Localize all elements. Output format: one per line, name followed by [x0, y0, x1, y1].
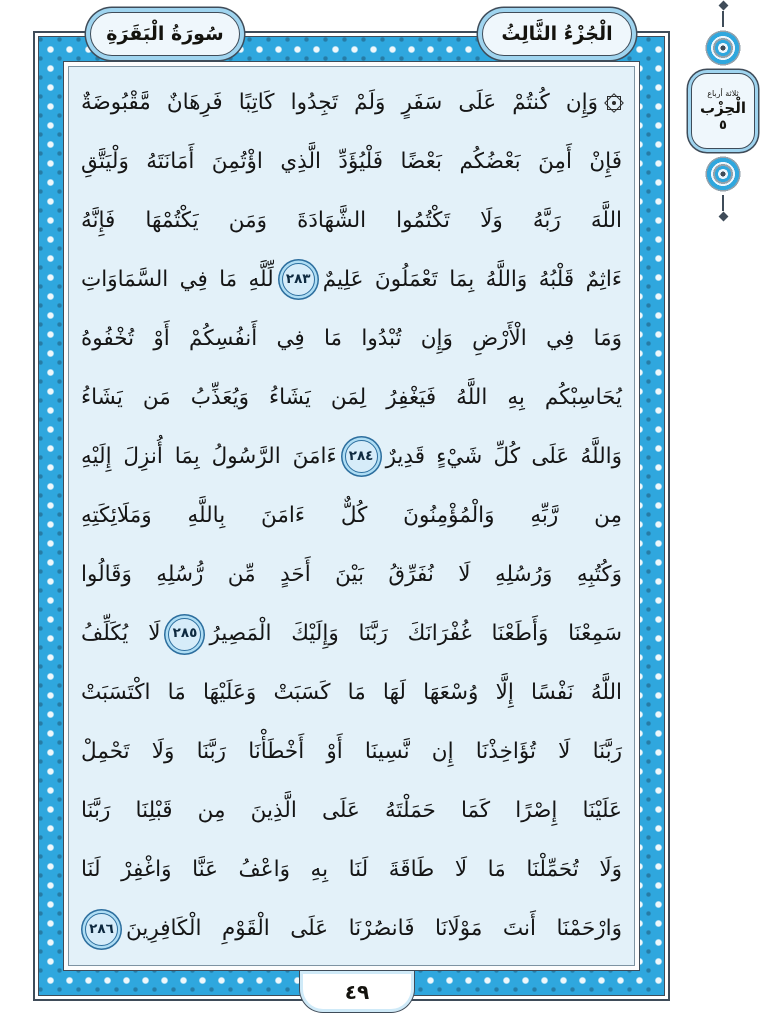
ayah-end-marker: ٢٨٤ — [345, 440, 378, 473]
page-number-tab — [299, 971, 415, 1013]
ayah-text: وَإِن كُنتُمْ عَلَى سَفَرٍ وَلَمْ تَجِدُوا كَاتِبًا فَرِهَانٌ مَّقْبُوضَةٌ — [81, 89, 598, 115]
medallion-stem — [722, 11, 724, 27]
ayah-text: اللَّهَ رَبَّهُ وَلَا تَكْتُمُوا الشَّهَادَةَ وَمَن يَكْتُمْهَا فَإِنَّهُ — [81, 207, 622, 233]
quran-text-line — [79, 132, 624, 191]
ayah-end-marker: ٢٨٥ — [168, 618, 201, 651]
ayah-text: عَلَيْنَا إِصْرًا كَمَا حَمَلْتَهُ عَلَى الَّذِينَ مِن قَبْلِنَا رَبَّنَا — [81, 798, 622, 824]
hizb-number: ٥ — [719, 118, 727, 133]
rosette-icon — [704, 155, 742, 193]
hizb-fraction-label: ثلاثة أرباع — [707, 89, 739, 98]
quran-text-line — [79, 368, 624, 427]
mushaf-page-surface — [68, 66, 635, 966]
surah-title-cartouche — [90, 12, 240, 56]
finial-diamond-icon — [718, 1, 728, 11]
ayah-text: وَلَا تُحَمِّلْنَا مَا لَا طَاقَةَ لَنَا بِهِ وَاعْفُ عَنَّا وَاغْفِرْ لَنَا — [81, 857, 622, 883]
quran-text-line — [79, 723, 624, 782]
surah-title: سُورَةُ الْبَقَرَةِ — [106, 23, 224, 45]
ayah-text: اللَّهُ نَفْسًا إِلَّا وُسْعَهَا لَهَا مَا كَسَبَتْ وَعَلَيْهَا مَا اكْتَسَبَتْ — [81, 680, 622, 706]
hizb-label: الْحِزْب — [700, 99, 746, 117]
page-number: ٤٩ — [344, 979, 370, 1004]
rub-el-hizb-icon — [604, 93, 624, 113]
ayah-end-marker: ٢٨٦ — [85, 913, 118, 946]
quran-text-line — [79, 664, 624, 723]
ornament-border-band — [38, 36, 665, 996]
ayah-text: سَمِعْنَا وَأَطَعْنَا غُفْرَانَكَ رَبَّنَا وَإِلَيْكَ الْمَصِيرُ — [209, 621, 622, 647]
ayah-end-marker: ٢٨٣ — [282, 263, 315, 296]
hizb-medallion — [684, 2, 762, 244]
quran-text-line — [79, 605, 624, 664]
ayah-text: وَمَا فِي الْأَرْضِ وَإِن تُبْدُوا مَا فِي أَنفُسِكُمْ أَوْ تُخْفُوهُ — [81, 325, 622, 351]
quran-text-line — [79, 841, 624, 900]
medallion-stem — [722, 195, 724, 211]
quran-text-line — [79, 73, 624, 132]
ayah-text: ءَاثِمٌ قَلْبُهُ وَاللَّهُ بِمَا تَعْمَلُونَ عَلِيمٌ — [322, 266, 622, 292]
ayah-text: وَاللَّهُ عَلَى كُلِّ شَيْءٍ قَدِيرٌ — [385, 443, 622, 469]
quran-text-line — [79, 309, 624, 368]
ayah-text: لِّلَّهِ مَا فِي السَّمَاوَاتِ — [81, 266, 274, 292]
page-inner-edge — [63, 61, 640, 971]
quran-text-line — [79, 250, 624, 309]
quran-text-line — [79, 427, 624, 486]
quran-text-line — [79, 782, 624, 841]
quran-text-line — [79, 900, 624, 959]
juz-title-cartouche — [482, 12, 632, 56]
ayah-text: يُحَاسِبْكُم بِهِ اللَّهُ فَيَغْفِرُ لِمَن يَشَاءُ وَيُعَذِّبُ مَن يَشَاءُ — [81, 384, 622, 410]
ayah-text: وَكُتُبِهِ وَرُسُلِهِ لَا نُفَرِّقُ بَيْنَ أَحَدٍ مِّن رُّسُلِهِ وَقَالُوا — [81, 562, 622, 588]
ayah-text: فَإِنْ أَمِنَ بَعْضُكُم بَعْضًا فَلْيُؤَدِّ الَّذِي اؤْتُمِنَ أَمَانَتَهُ وَلْيَتَّقِ — [81, 148, 622, 174]
hizb-plaque — [691, 73, 755, 149]
decorative-frame — [33, 31, 670, 1001]
quran-text-line — [79, 486, 624, 545]
ayah-text: ءَامَنَ الرَّسُولُ بِمَا أُنزِلَ إِلَيْهِ — [81, 443, 337, 469]
juz-title: الْجُزْءُ الثَّالِثُ — [501, 23, 613, 45]
finial-diamond-icon — [718, 212, 728, 222]
ayah-text: رَبَّنَا لَا تُؤَاخِذْنَا إِن نَّسِينَا أَوْ أَخْطَأْنَا رَبَّنَا وَلَا تَحْمِلْ — [81, 739, 622, 765]
ayah-text: مِن رَّبِّهِ وَالْمُؤْمِنُونَ كُلٌّ ءَامَنَ بِاللَّهِ وَمَلَائِكَتِهِ — [81, 502, 622, 528]
quran-text-line — [79, 546, 624, 605]
rosette-icon — [704, 29, 742, 67]
quran-text-line — [79, 191, 624, 250]
ayah-text: لَا يُكَلِّفُ — [81, 621, 161, 647]
ayah-text: وَارْحَمْنَا أَنتَ مَوْلَانَا فَانصُرْنَا عَلَى الْقَوْمِ الْكَافِرِينَ — [126, 916, 622, 942]
